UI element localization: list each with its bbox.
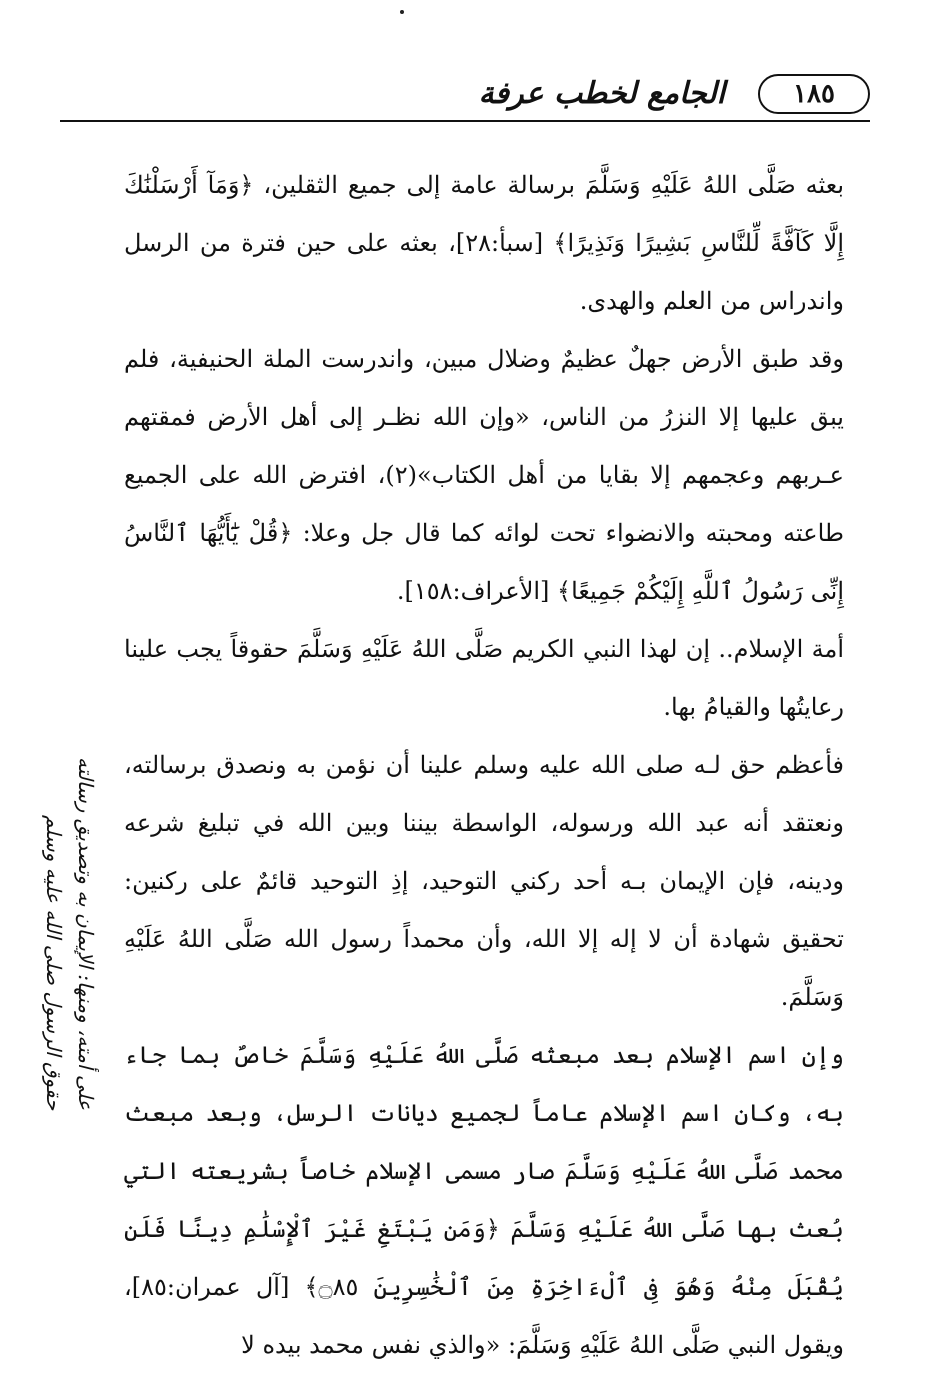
paragraph: وإن اسم الإسلام بعد مبعثه صَلَّى اللهُ عَلَيْهِ وَسَلَّمَ خاصٌ بما جاء به، وكان اسم الإسلام عاماً لجميع ديانات الرسل، وبعد مبعث محمد صَلَّى اللهُ عَلَيْهِ وَسَلَّمَ صار مسمى الإسلام خاصاً بشريعته التي بُعث بها صَلَّى اللهُ عَلَيْهِ وَسَلَّمَ ﴿وَمَن يَبْتَغِ غَيْرَ ٱلْإِسْلَٰمِ دِينًا فَلَن يُقْبَلَ مِنْهُ وَهُوَ فِى ٱلْءَاخِرَةِ مِنَ ٱلْخَٰسِرِينَ ۝٨٥﴾ [آل عمران:٨٥]، ويقول النبي صَلَّى اللهُ عَلَيْهِ وَسَلَّمَ: «والذي نفس محمد بيده لا bbox=[124, 1041, 844, 1359]
header-divider bbox=[60, 120, 870, 122]
margin-note bbox=[20, 630, 120, 1110]
page-number-badge: ١٨٥ bbox=[758, 74, 870, 114]
paragraph: وقد طبق الأرض جهلٌ عظيمٌ وضلال مبين، واندرست الملة الحنيفية، فلم يبق عليها إلا النزرُ من الناس، «وإن الله نظـر إلى أهل الأرض فمقتهم عـربهم وعجمهم إلا بقايا من أهل الكتاب»(٢)، افترض الله على الجميع طاعته ومحبته والانضواء تحت لوائه كما قال جل وعلا: ﴿قُلْ يَٰٓأَيُّهَا ٱلنَّاسُ إِنِّى رَسُولُ ٱللَّهِ إِلَيْكُمْ جَمِيعًا﴾ [الأعراف:١٥٨]. bbox=[124, 345, 844, 605]
page-mark bbox=[400, 10, 404, 14]
page-header bbox=[60, 64, 870, 124]
paragraph: أمة الإسلام.. إن لهذا النبي الكريم صَلَّى اللهُ عَلَيْهِ وَسَلَّمَ حقوقاً يجب علينا رعايتُها والقيامُ بها. bbox=[124, 635, 844, 721]
paragraph: بعثه صَلَّى اللهُ عَلَيْهِ وَسَلَّمَ برسالة عامة إلى جميع الثقلين، ﴿وَمَآ أَرْسَلْنَٰكَ إِلَّا كَآفَّةً لِّلنَّاسِ بَشِيرًا وَنَذِيرًا﴾ [سبأ:٢٨]، بعثه على حين فترة من الرسل واندراس من العلم والهدى. bbox=[124, 171, 845, 315]
margin-note-line: على أمته، ومنها: الإيمان به وتصديق رسالته bbox=[74, 756, 98, 1110]
margin-note-line: حقوق الرسول صلى الله عليه وسلم bbox=[42, 814, 66, 1110]
book-title: الجامع لخطب عرفة bbox=[478, 76, 725, 111]
page-body bbox=[124, 156, 844, 1374]
paragraph: فأعظم حق لـه صلى الله عليه وسلم علينا أن نؤمن به ونصدق برسالته، ونعتقد أنه عبد الله ورسوله، الواسطة بيننا وبين الله في تبليغ شرعه ودينه، فإن الإيمان بـه أحد ركني التوحيد، إذِ التوحيد قائمٌ على ركنين: تحقيق شهادة أن لا إله إلا الله، وأن محمداً رسول الله صَلَّى اللهُ عَلَيْهِ وَسَلَّمَ. bbox=[124, 751, 845, 1011]
